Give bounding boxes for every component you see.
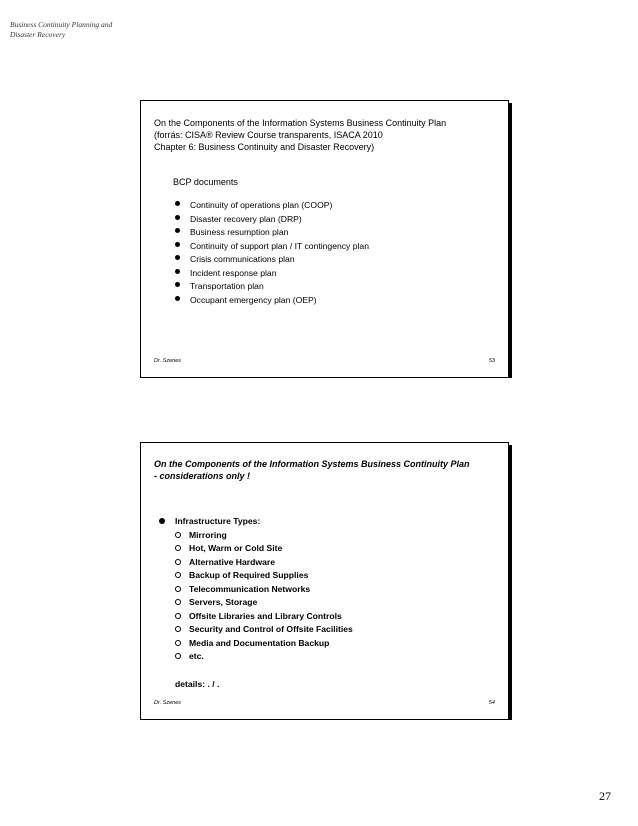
slide-title [154,458,499,482]
list-item: Occupant emergency plan (OEP) [175,294,369,308]
list-item: Crisis communications plan [175,253,369,267]
bcp-documents-list [175,199,369,307]
circle-bullet-icon [175,626,181,632]
circle-bullet-icon [175,653,181,659]
slide-53 [140,100,509,378]
list-item: Continuity of operations plan (COOP) [175,199,369,213]
bullet-icon [175,201,180,206]
circle-bullet-icon [175,545,181,551]
list-item: Business resumption plan [175,226,369,240]
list-item: Backup of Required Supplies [175,569,353,583]
bullet-icon [175,255,180,260]
list-item: Security and Control of Offsite Facilities [175,623,353,637]
bcp-documents-heading: BCP documents [173,177,238,187]
title-line: - considerations only ! [154,471,251,481]
bullet-icon [175,296,180,301]
list-item: Mirroring [175,529,353,543]
list-item: Continuity of support plan / IT contingency plan [175,240,369,254]
slide-author: Dr. Szenes [154,700,182,706]
infrastructure-list [159,529,353,664]
bullet-icon [175,242,180,247]
slide-1-shadow-right [509,103,512,378]
title-line: Chapter 6: Business Continuity and Disaster Recovery) [154,142,375,152]
list-item: Incident response plan [175,267,369,281]
document-page-number: 27 [599,789,611,803]
circle-bullet-icon [175,599,181,605]
slide-title [154,117,499,153]
list-item: Telecommunication Networks [175,583,353,597]
bullet-icon [159,518,165,524]
list-item: Transportation plan [175,280,369,294]
slide-page-number: 54 [488,700,495,706]
list-item: Offsite Libraries and Library Controls [175,610,353,624]
title-line: On the Components of the Information Systems Business Continuity Plan [154,459,470,469]
bullet-icon [175,269,180,274]
bullet-icon [175,215,180,220]
circle-bullet-icon [175,613,181,619]
infrastructure-section [159,515,353,664]
list-item: Hot, Warm or Cold Site [175,542,353,556]
slide-2-shadow-right [509,445,512,720]
circle-bullet-icon [175,586,181,592]
infrastructure-heading: Infrastructure Types: [159,515,353,529]
list-item: Servers, Storage [175,596,353,610]
slide-page-number: 53 [488,358,495,364]
header-line-2: Disaster Recovery [10,30,66,39]
details-note: details: . / . [175,679,220,689]
header-line-1: Business Continuity Planning and [10,20,113,29]
circle-bullet-icon [175,640,181,646]
circle-bullet-icon [175,532,181,538]
bullet-icon [175,228,180,233]
bullet-icon [175,282,180,287]
title-line: (forrás: CISA® Review Course transparents, ISACA 2010 [154,130,383,140]
slide-54 [140,442,509,720]
list-item: Media and Documentation Backup [175,637,353,651]
title-line: On the Components of the Information Systems Business Continuity Plan [154,118,447,128]
slide-author: Dr. Szenes [154,358,182,364]
circle-bullet-icon [175,559,181,565]
list-item: Alternative Hardware [175,556,353,570]
list-item: etc. [175,650,353,664]
list-item: Disaster recovery plan (DRP) [175,213,369,227]
document-header [10,20,170,40]
circle-bullet-icon [175,572,181,578]
